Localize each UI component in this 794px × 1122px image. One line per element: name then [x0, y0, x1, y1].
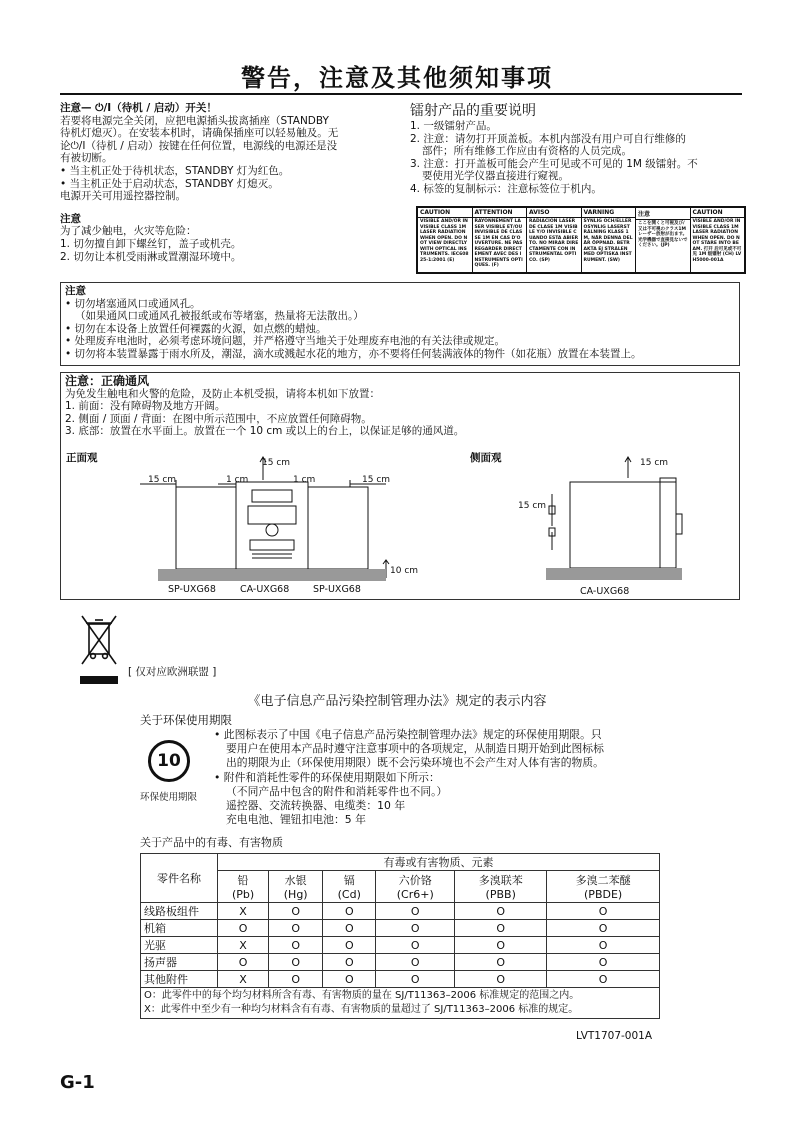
caution-box: [60, 282, 740, 366]
table-cell: O: [323, 903, 376, 920]
table-cell: O: [218, 920, 269, 937]
model-sp-left: SP-UXG68: [168, 584, 216, 595]
substance-header: 镉 (Cd): [323, 871, 376, 903]
table-row: [141, 954, 660, 971]
table-cell: O: [547, 971, 660, 988]
label-head: 注意: [636, 208, 690, 220]
box2-line: 1. 前面：没有障碍物及地方开阔。: [65, 400, 226, 413]
doc-code: LVT1707-001A: [576, 1030, 653, 1042]
model-ca-side: CA-UXG68: [580, 586, 630, 597]
period-title: 关于环保使用期限: [140, 713, 232, 727]
box1-line: • 切勿将本装置暴露于雨水所及，潮湿，滴水或溅起水花的地方，亦不要将任何装满液体的物件（如花瓶）放置在本装置上。: [65, 347, 642, 360]
laser-section: [410, 102, 745, 196]
substance-header: 多溴二苯醚 (PBDE): [547, 871, 660, 903]
table-cell: X: [218, 903, 269, 920]
table-notes-row: [141, 988, 660, 1019]
table-row: [141, 971, 660, 988]
caution-heading: 注意: [60, 212, 81, 225]
table-cell: [141, 988, 660, 1019]
table-cell: O: [455, 920, 547, 937]
period-line: 充电电池、锂钮扣电池：5 年: [226, 813, 366, 827]
label-body: VISIBLE AND/OR INVISIBLE CLASS 1M LASER RADIATION WHEN OPEN. DO NOT STARE INTO BEAM. 打开 后可见或不可见 1M 级镭射 (CH) LVH5000-001A: [692, 219, 742, 263]
part-col-header: 零件名称: [141, 854, 218, 903]
table-cell: O: [323, 920, 376, 937]
table-cell: O: [455, 971, 547, 988]
period-line: • 此图标表示了中国《电子信息产品污染控制管理办法》规定的环保使用期限。只: [214, 728, 602, 741]
side-view-label: 侧面观: [470, 452, 502, 464]
substance-header: 多溴联苯 (PBB): [455, 871, 547, 903]
period-line: • 附件和消耗性零件的环保使用期限如下所示：: [214, 770, 440, 784]
table-cell: O: [376, 903, 455, 920]
eco-period-number: 10: [157, 751, 181, 771]
label-head: CAUTION: [691, 208, 745, 218]
weee-bar: [80, 676, 118, 684]
front-top-clearance: 15 cm: [262, 458, 291, 468]
table-cell: O: [323, 937, 376, 954]
label-head: AVISO: [527, 208, 581, 218]
table-cell: O: [547, 903, 660, 920]
table-cell: O: [323, 971, 376, 988]
power-switch-heading: 注意— ⏻/I（待机 / 启动）开关！: [60, 102, 217, 114]
substance-header: 六价铬 (Cr6+): [376, 871, 455, 903]
side-top-clearance: 15 cm: [640, 458, 669, 468]
title-rule: [60, 93, 742, 95]
front-view-label: 正面观: [66, 452, 98, 464]
table-cell: O: [376, 971, 455, 988]
table-row: [141, 903, 660, 920]
side-back-clearance: 15 cm: [518, 501, 547, 511]
laser-item: 部件；所有维修工作应由有资格的人员完成。: [422, 145, 632, 158]
label-body: SYNLIG OCH/ELLER OSYNLIG LASERSTRÅLNING KLASS 1M, NÄR DENNA DEL ÄR ÖPPNAD. BETRAKTA EJ STRÅLEN MED OPTISKA INSTRUMENT. (SW): [583, 219, 633, 263]
page-title: 警告，注意及其他须知事项: [241, 64, 553, 92]
table-cell: O: [455, 903, 547, 920]
laser-heading: 镭射产品的重要说明: [410, 103, 536, 119]
model-sp-right: SP-UXG68: [313, 584, 361, 595]
table-cell: O: [376, 954, 455, 971]
remote-note: 电源开关可用遥控器控制。: [60, 190, 186, 203]
period-bullets: [214, 728, 664, 827]
label-body: VISIBLE AND/OR INVISIBLE CLASS 1M LASER RADIATION WHEN OPEN. DO NOT VIEW DIRECTLY WITH OPTICAL INSTRUMENTS. IEC60825-1:2001 (E): [420, 219, 469, 263]
front-gap-right: 1 cm: [293, 475, 316, 485]
table-cell: X: [218, 971, 269, 988]
table-cell: O: [323, 954, 376, 971]
laser-item: 2. 注意：请勿打开顶盖板。本机内部没有用户可自行维修的: [410, 132, 686, 145]
power-para-line: 有被切断。: [60, 152, 113, 165]
box1-line: （如果通风口或通风孔被报纸或布等堵塞，热量将无法散出。）: [75, 310, 364, 323]
eco-period-caption: 环保使用期限: [140, 792, 198, 803]
caution-item: 2. 切勿让本机受雨淋或置潮湿环境中。: [60, 250, 242, 263]
table-cell: O: [269, 903, 323, 920]
table-cell: O: [269, 937, 323, 954]
substance-group-header: 有毒或有害物质、元素: [218, 854, 660, 871]
period-line: 要用户在使用本产品时遵守注意事项中的各项规定，从制造日期开始到此图标标: [226, 742, 604, 756]
substance-header: 铅 (Pb): [218, 871, 269, 903]
table-cell: 机箱: [141, 920, 218, 937]
label-head: ATTENTION: [473, 208, 527, 218]
box1-line: • 处理废弃电池时，必须考虑环境问题，并严格遵守当地关于处理废弃电池的有关法律或规定。: [65, 335, 506, 348]
hazardous-substance-table: [140, 853, 660, 1019]
period-line: （不同产品中包含的附件和消耗零件也不同。）: [226, 784, 448, 798]
box2-line: 为免发生触电和火警的危险，及防止本机受损，请将本机如下放置：: [65, 387, 380, 400]
substance-header: 水银 (Hg): [269, 871, 323, 903]
table-row: [141, 937, 660, 954]
front-gap-left: 1 cm: [226, 475, 249, 485]
box1-line: • 切勿堵塞通风口或通风孔。: [65, 297, 201, 310]
label-body: RAYONNEMENT LASER VISIBLE ET/OU INVISIBLE DE CLASSE 1M EN CAS D'OUVERTURE. NE PAS REGARDER DIRECTEMENT AVEC DES INSTRUMENTS OPTIQUES. (F): [474, 219, 523, 268]
period-line: 遥控器、交流转换器、电缆类：10 年: [226, 799, 406, 813]
power-para-line: 待机灯熄灭）。在安装本机时，请确保插座可以轻易触及。无: [60, 127, 339, 140]
front-left-clearance: 15 cm: [148, 475, 177, 485]
table-cell: X: [218, 937, 269, 954]
caution-item: 1. 切勿擅自卸下螺丝钉，盖子或机壳。: [60, 237, 242, 250]
laser-item: 4. 标签的复制标示：注意标签位于机内。: [410, 182, 602, 195]
label-head: CAUTION: [418, 208, 472, 218]
box2-line: 3. 底部：放置在水平面上。放置在一个 10 cm 或以上的台上，以保证足够的通风道。: [65, 425, 465, 438]
table-cell: O: [218, 954, 269, 971]
caution-intro: 为了减少触电，火灾等危险：: [60, 225, 197, 238]
label-body: ここを開くと可視及び/又は不可視のクラス1M レーザー放射が出ます。光学機器で直接見ないでください。(JP): [638, 221, 688, 248]
table-cell: O: [269, 920, 323, 937]
table-cell: O: [376, 920, 455, 937]
eco-period-icon: [148, 740, 190, 782]
table-row: [141, 920, 660, 937]
box1-heading: 注意: [65, 285, 86, 297]
power-para-line: 若要将电源完全关闭，应把电源插头拔离插座（STANDBY: [60, 114, 329, 127]
table-cell: 扬声器: [141, 954, 218, 971]
eu-note: [ 仅对应欧洲联盟 ]: [128, 666, 217, 678]
table-cell: 其他附件: [141, 971, 218, 988]
standby-bullet: • 当主机正处于待机状态，STANDBY 灯为红色。: [60, 164, 290, 177]
weee-bin-icon: [78, 614, 120, 674]
table-note: X：此零件中至少有一种均匀材料含有有毒、有害物质的量超过了 SJ/T11363–2006 标准的规定。: [144, 1004, 579, 1015]
table-cell: O: [547, 920, 660, 937]
model-ca-front: CA-UXG68: [240, 584, 290, 595]
table-cell: O: [455, 937, 547, 954]
power-para-line: 论⏻/I（待机 / 启动）按键在任何位置，电源线的电源还是没: [60, 139, 338, 152]
table-cell: O: [269, 954, 323, 971]
period-line: 出的期限为止（环保使用期限）既不会污染环境也不会产生对人体有害的物质。: [226, 756, 604, 770]
table-cell: 线路板组件: [141, 903, 218, 920]
page-number: G-1: [60, 1072, 95, 1093]
table-cell: O: [455, 954, 547, 971]
power-switch-section: [60, 102, 390, 263]
label-body: RADIACION LASER DE CLASE 1M VISIBLE Y/O INVISIBLE CUANDO ESTA ABIERTO. NO MIRAR DIRECTAMENTE CON INSTRUMENTAL OPTICO. (SP): [529, 219, 579, 263]
laser-label: [416, 206, 746, 274]
box2-heading: 注意：正确通风: [65, 374, 150, 388]
side-view-diagram: [510, 454, 710, 600]
laser-item: 要使用光学仪器直接进行窥视。: [422, 170, 569, 183]
table-cell: 光驱: [141, 937, 218, 954]
table-title: 关于产品中的有毒、有害物质: [140, 836, 283, 849]
standby-bullet: • 当主机正处于启动状态，STANDBY 灯熄灭。: [60, 177, 279, 190]
front-bottom-clearance: 10 cm: [390, 566, 419, 576]
box2-line: 2. 侧面 / 顶面 / 背面：在图中所示范围中，不应放置任何障碍物。: [65, 412, 372, 425]
table-cell: O: [269, 971, 323, 988]
china-heading: 《电子信息产品污染控制管理办法》规定的表示内容: [247, 694, 547, 709]
laser-item: 3. 注意：打开盖板可能会产生可见或不可见的 1M 级镭射。不: [410, 157, 698, 170]
table-cell: O: [376, 937, 455, 954]
table-cell: O: [547, 937, 660, 954]
table-note: O：此零件中的每个均匀材料所含有毒、有害物质的量在 SJ/T11363–2006 标准规定的范围之内。: [144, 990, 580, 1001]
laser-item: 1. 一级镭射产品。: [410, 120, 497, 132]
table-cell: O: [547, 954, 660, 971]
front-right-clearance: 15 cm: [362, 475, 391, 485]
label-head: VARNING: [582, 208, 636, 218]
box1-line: • 切勿在本设备上放置任何裸露的火源，如点燃的蜡烛。: [65, 322, 327, 335]
